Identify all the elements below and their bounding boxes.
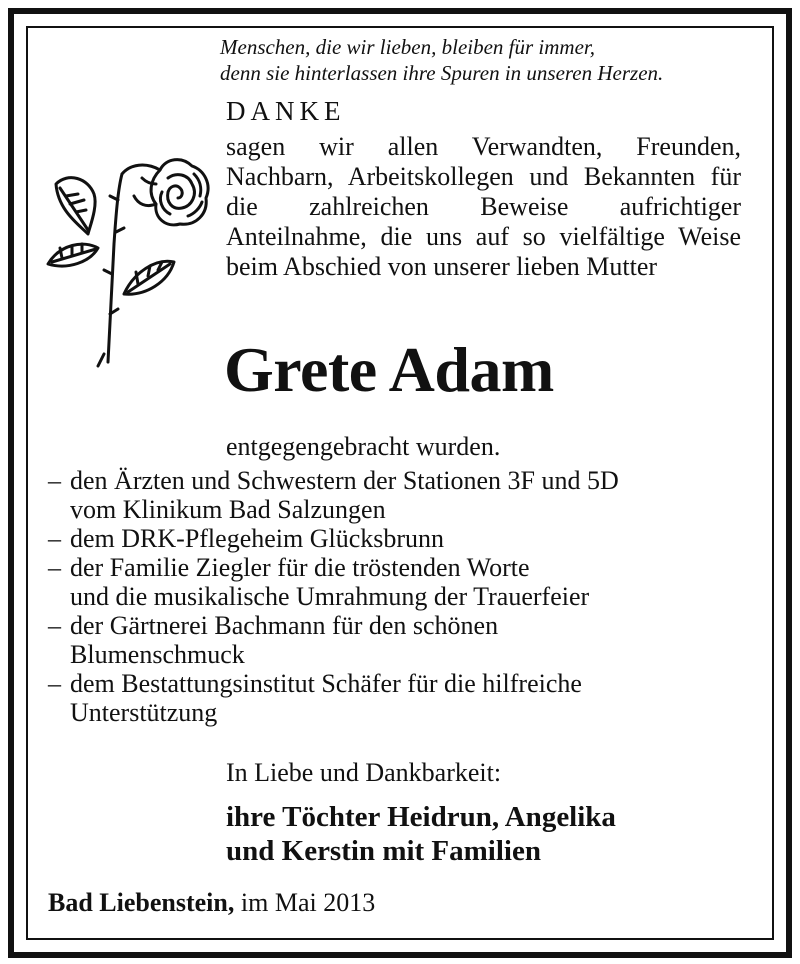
list-item-line: vom Klinikum Bad Salzungen: [70, 495, 386, 524]
list-item-line: – dem Bestattungsinstitut Schäfer für die hilfreiche: [70, 669, 582, 698]
motto-line-2: denn sie hinterlassen ihre Spuren in unseren Herzen.: [220, 61, 664, 85]
list-item: [48, 553, 768, 611]
intro-text: sagen wir allen Verwandten, Freunden, Nachbarn, Arbeitskollegen und Bekannten für die zahlreichen Beweise aufrichtiger Anteilnahme, die uns auf so vielfältige Weise beim Abschied von unserer lieben Mutter: [226, 132, 741, 281]
list-item: [48, 524, 768, 553]
closing-text: In Liebe und Dankbarkeit:: [226, 758, 502, 787]
list-item: [48, 669, 768, 727]
signers-line-1: ihre Töchter Heidrun, Angelika: [226, 801, 616, 833]
date: im Mai 2013: [240, 888, 376, 917]
list-item: [48, 611, 768, 669]
place-date: [48, 888, 375, 918]
signers-line-2: und Kerstin mit Familien: [226, 835, 541, 867]
list-item-line: – dem DRK-Pflegeheim Glücksbrunn: [70, 524, 445, 553]
list-item-line: – den Ärzten und Schwestern der Stationen 3F und 5D: [70, 466, 619, 495]
thanks-list: [48, 466, 768, 727]
list-item-line: – der Familie Ziegler für die tröstenden Worte: [70, 553, 530, 582]
heading-danke: DANKE: [226, 96, 346, 126]
motto: [220, 34, 750, 86]
motto-line-1: Menschen, die wir lieben, bleiben für immer,: [220, 35, 596, 59]
signers: [226, 800, 616, 868]
list-item: [48, 466, 768, 524]
list-item-line: Unterstützung: [70, 698, 218, 727]
after-name-text: entgegengebracht wurden.: [226, 432, 501, 461]
list-item-line: Blumenschmuck: [70, 640, 245, 669]
deceased-name: Grete Adam: [224, 334, 554, 405]
rose-icon: [38, 144, 218, 384]
list-item-line: und die musikalische Umrahmung der Trauerfeier: [70, 582, 590, 611]
place: Bad Liebenstein,: [48, 888, 235, 917]
obituary-card: [8, 8, 792, 958]
list-item-line: – der Gärtnerei Bachmann für den schönen: [70, 611, 499, 640]
